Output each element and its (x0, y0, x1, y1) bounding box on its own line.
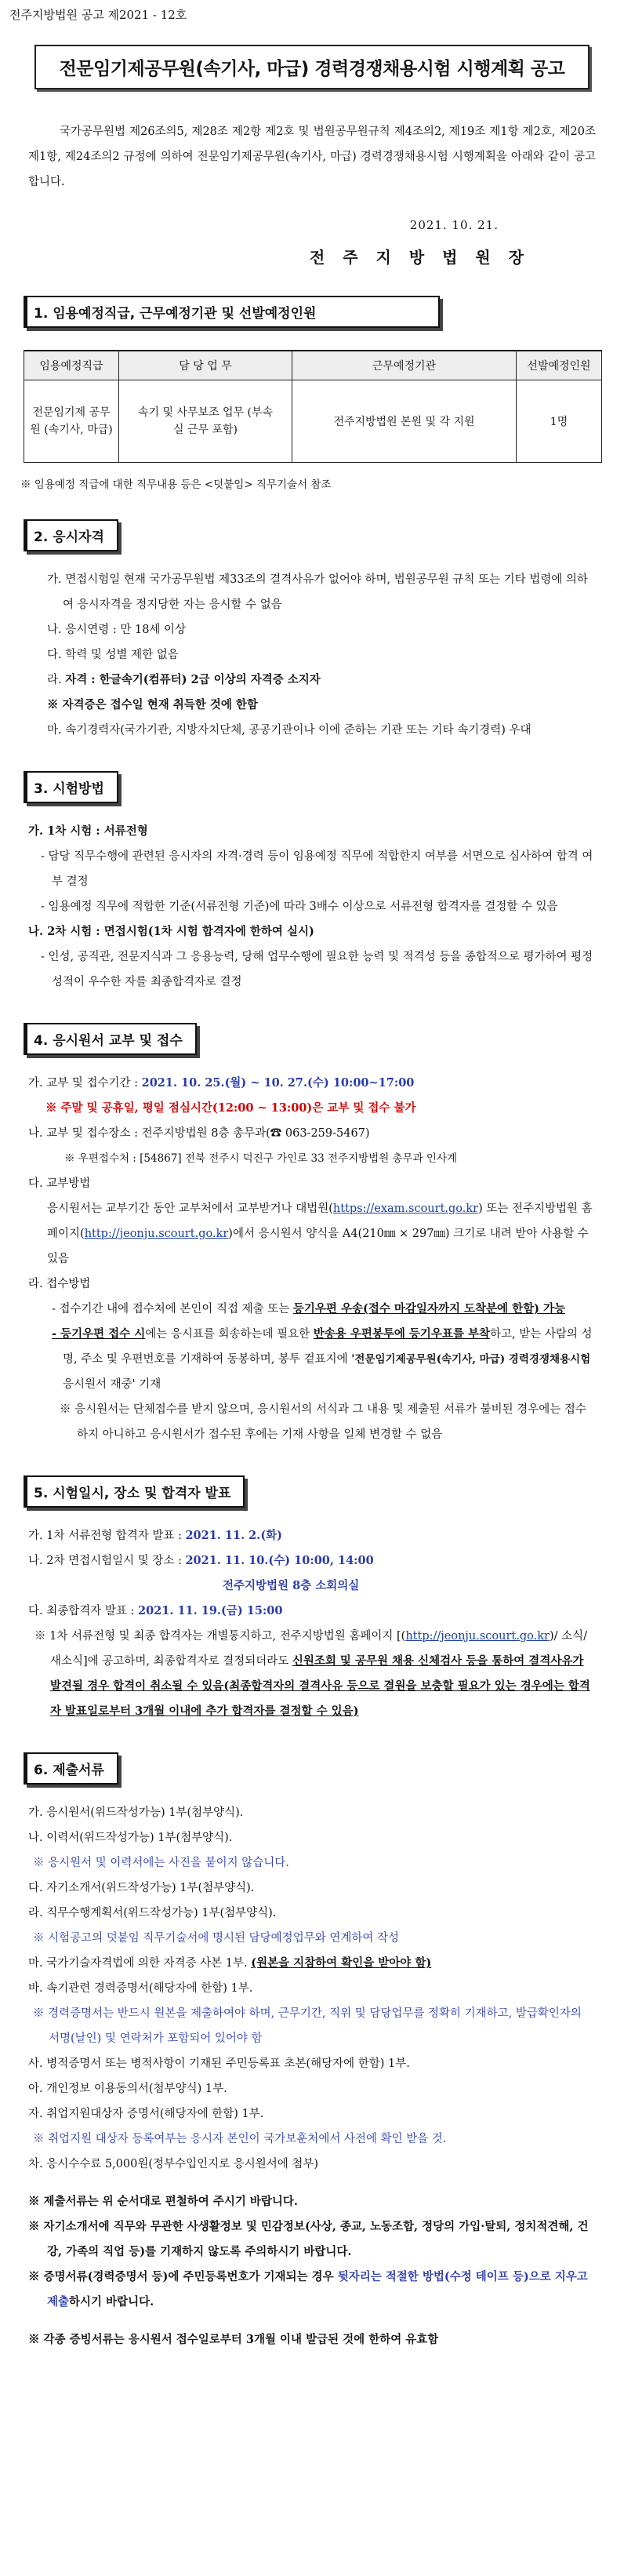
notice-date: 2021. 10. 21. (409, 218, 499, 232)
list-item: 나. 교부 및 접수장소 : 전주지방법원 8층 총무과(☎ 063-259-5467) (28, 1127, 370, 1140)
warning-note: ※ 자기소개서에 직무와 무관한 사생활정보 및 민감정보(사상, 종교, 노동조합, 정당의 가입·탈퇴, 정치적견해, 건강, 가족의 직업 등)를 기재하지 않도록 주의하시기 바랍니다. (28, 2220, 589, 2258)
table-header-cell: 근무예정기관 (292, 351, 517, 380)
spacer (28, 2315, 596, 2327)
text-span: 다. 최종합격자 발표 : (28, 1605, 138, 1617)
table-cell: 전주지방법원 본원 및 각 지원 (292, 380, 517, 463)
list-item: - 인성, 공직관, 전문지식과 그 응용능력, 당해 업무수행에 필요한 능력 및 적격성 등을 종합적으로 평가하여 평정 성적이 우수한 자를 최종합격자로 결정 (41, 951, 593, 988)
period-note: ※ 주말 및 공휴일, 평일 점심시간(12:00 ~ 13:00)은 교부 및 접수 불가 (45, 1101, 416, 1115)
table-cell: 1명 (517, 380, 602, 463)
section-1-note: ※ 임용예정 직급에 대한 직무내용 등은 <덧붙임> 직무기술서 참조 (20, 478, 332, 491)
jeonju-court-link[interactable]: http://jeonju.scourt.go.kr (405, 1630, 550, 1643)
list-item: 가. 면접시험일 현재 국가공무원법 제33조의 결격사유가 없어야 하며, 법원공무원 규칙 또는 기타 법령에 의하여 응시자격을 정지당한 자는 응시할 수 없음 (47, 573, 588, 611)
notice-number: 전주지방법원 공고 제2021 - 12호 (9, 8, 187, 22)
list-item: 차. 응시수수료 5,000원(정부수입인지로 응시원서에 첨부) (28, 2158, 319, 2170)
list-item: 가. 응시원서(위드작성가능) 1부(첨부양식). (28, 1806, 244, 1819)
list-item (28, 1523, 596, 1548)
list-item: - 담당 직무수행에 관련된 응시자의 자격·경력 등이 임용예정 직무에 적합한지 여부를 서면으로 심사하여 합격 여부 결정 (41, 850, 593, 888)
result-note (28, 1624, 596, 1724)
recruitment-table (24, 350, 602, 463)
text-span: )에서 응시원서 양식을 A4(210㎜ × 297㎜) 크기로 내려 받아 사용할 수 있음 (47, 1228, 589, 1265)
list-item (28, 1297, 596, 1322)
text-span: 반송용 우편봉투에 등기우표를 부착 (313, 1327, 491, 1341)
mail-address-note: ※ 우편접수처 : [54867] 전북 전주시 덕진구 가인로 33 전주지방법원 총무과 인사계 (64, 1152, 458, 1165)
list-note: ※ 취업지원 대상자 등록여부는 응시자 본인이 국가보훈처에서 사전에 확인 받을 것. (33, 2133, 447, 2145)
interview-place: 전주지방법원 8층 소회의실 (223, 1579, 360, 1592)
table-header-cell: 선발예정인원 (517, 351, 602, 380)
table-header-cell: 담 당 업 무 (119, 351, 292, 380)
list-item: 마. 속기경력자(국가기관, 지방자치단체, 공공기관이나 이에 준하는 기관 또는 기타 속기경력) 우대 (47, 724, 531, 737)
list-note: ※ 경력증명서는 반드시 원본을 제출하여야 하며, 근무기간, 직위 및 담당업무를 정확히 기재하고, 발급확인자의 서명(날인) 및 연락처가 포함되어 있어야 함 (33, 2007, 582, 2045)
section-2-list (28, 567, 596, 743)
list-item: 다. 학력 및 성별 제한 없음 (47, 649, 179, 661)
text-span: 응시원서는 교부기간 동안 교부처에서 교부받거나 대법원( (47, 1202, 333, 1215)
page-title: 전문임기제공무원(속기사, 마급) 경력경쟁채용시험 시행계획 공고 (34, 45, 590, 89)
spacer (28, 2177, 596, 2189)
list-item: 다. 자기소개서(위드작성가능) 1부(첨부양식). (28, 1882, 255, 1894)
list-item: 다. 교부방법 (28, 1177, 91, 1190)
section-4-heading: 4. 응시원서 교부 및 접수 (24, 1023, 197, 1055)
table-header-row (24, 351, 602, 380)
text-span: )/ 소식/새소식]에 공고하며, 최종합격자로 결정되더라도 (50, 1630, 587, 1668)
text-span: 마. 국가기술자격법에 의한 자격증 사본 1부. (28, 1957, 252, 1970)
text-span: '전문임기제공무원(속기사, 마급) 경력경쟁채용시험 (351, 1353, 591, 1366)
list-item: 나. 응시연령 : 만 18세 이상 (47, 624, 187, 636)
list-note: ※ 시험공고의 덧붙임 직무기술서에 명시된 담당예정업무와 연계하여 작성 (33, 1932, 399, 1945)
qualification-text: 자격 : 한글속기(컴퓨터) 2급 이상의 자격증 소지자 (65, 673, 321, 686)
court-signature: 전 주 지 방 법 원 장 (309, 248, 530, 267)
text-span: 신원조회 및 공무원 채용 신체검사 등을 통하여 결격사유가 발견될 경우 합격이 취소될 수 있음(최종합격자의 결격사유 등으로 결원을 보충할 필요가 있는 경우에는 합격자 발표일로부터 3개월 이내에 추가 합격자를 결정할 수 있음) (50, 1654, 590, 1718)
list-item: 나. 이력서(위드작성가능) 1부(첨부양식). (28, 1832, 233, 1844)
text-span: - 접수기간 내에 접수처에 본인이 직접 제출 또는 (52, 1303, 293, 1315)
period-value: 2021. 10. 25.(월) ~ 10. 27.(수) 10:00~17:00 (141, 1076, 415, 1090)
list-item: 아. 개인정보 이용동의서(첨부양식) 1부. (28, 2083, 227, 2095)
text-span: 나. 2차 면접시험일시 및 장소 : (28, 1555, 186, 1567)
jeonju-court-link[interactable]: http://jeonju.scourt.go.kr (84, 1228, 229, 1240)
text-span: ※ 증명서류(경력증명서 등)에 주민등록번호가 기재되는 경우 (28, 2270, 338, 2283)
section-4-list (28, 1071, 596, 1447)
text-span: 에는 응시표를 회송하는데 필요한 (145, 1328, 314, 1341)
list-item: 라. 직무수행계획서(위드작성가능) 1부(첨부양식). (28, 1907, 277, 1919)
list-item: - 임용예정 직무에 적합한 기준(서류전형 기준)에 따라 3배수 이상으로 서류전형 합격자를 결정할 수 있음 (41, 901, 558, 913)
section-3-list (28, 819, 596, 995)
list-item (28, 1951, 596, 1976)
section-5-heading: 5. 시험일시, 장소 및 합격자 발표 (24, 1475, 245, 1508)
table-cell: 전문임기제 공무원 (속기사, 마급) (24, 380, 119, 463)
distribution-text (28, 1196, 596, 1272)
section-3-heading: 3. 시험방법 (24, 771, 118, 803)
text-span: 뒷자리는 적절한 방법(수정 테이프 등)으로 지우고 제출 (47, 2270, 588, 2309)
list-item (28, 668, 596, 693)
date-value: 2021. 11. 10.(수) 10:00, 14:00 (185, 1554, 374, 1567)
list-item (28, 1322, 596, 1397)
scourt-exam-link[interactable]: https://exam.scourt.go.kr (332, 1202, 479, 1215)
list-item: 바. 속기관련 경력증명서(해당자에 한함) 1부. (28, 1982, 253, 1995)
table-header-cell: 임용예정직급 (24, 351, 119, 380)
section-5-list (28, 1523, 596, 1724)
date-value: 2021. 11. 2.(화) (185, 1529, 283, 1542)
list-item (28, 1548, 596, 1574)
text-span: - 등기우편 접수 시 (52, 1327, 146, 1341)
section-6-heading: 6. 제출서류 (24, 1752, 118, 1785)
first-exam-title: 가. 1차 시험 : 서류전형 (28, 824, 148, 838)
list-marker: 라. (47, 674, 66, 686)
table-cell: 속기 및 사무보조 업무 (부속실 근무 포함) (119, 380, 292, 463)
text-span: 가. 1차 서류전형 합격자 발표 : (28, 1530, 186, 1542)
warning-note: ※ 제출서류는 위 순서대로 편철하여 주시기 바랍니다. (28, 2195, 298, 2208)
qualification-note: ※ 자격증은 접수일 현재 취득한 것에 한함 (47, 698, 258, 711)
period-label: 가. 교부 및 접수기간 : (28, 1077, 142, 1090)
section-2-heading: 2. 응시자격 (24, 519, 118, 551)
application-note: ※ 응시원서는 단체접수를 받지 않으며, 응시원서의 서식과 그 내용 및 제출된 서류가 불비된 경우에는 접수하지 아니하고 응시원서가 접수된 후에는 기재 사항을 일체 변경할 수 없음 (60, 1403, 586, 1441)
text-span: 하시기 바랍니다. (69, 2295, 154, 2309)
list-item: 자. 취업지원대상자 증명서(해당자에 한함) 1부. (28, 2108, 264, 2120)
section-1-heading: 1. 임용예정직급, 근무예정기관 및 선발예정인원 (24, 296, 440, 328)
text-span: 응시원서 재중' 기재 (63, 1378, 161, 1391)
second-exam-title: 나. 2차 시험 : 면접시험(1차 시험 합격자에 한하여 실시) (28, 925, 314, 938)
text-span: 등기우편 우송(접수 마감일자까지 도착분에 한함) 가능 (292, 1302, 566, 1315)
list-item (28, 1599, 596, 1624)
list-note: ※ 응시원서 및 이력서에는 사진을 붙이지 않습니다. (33, 1857, 289, 1869)
table-row (24, 380, 602, 463)
text-span: ※ 1차 서류전형 및 최종 합격자는 개별통지하고, 전주지방법원 홈페이지 [( (34, 1630, 406, 1643)
list-item: 사. 병적증명서 또는 병적사항이 기재된 주민등록표 초본(해당자에 한함) 1부. (28, 2058, 410, 2070)
date-value: 2021. 11. 19.(금) 15:00 (138, 1604, 283, 1617)
warning-note (28, 2265, 596, 2315)
section-6-list (28, 1800, 596, 2352)
intro-paragraph: 국가공무원법 제26조의5, 제28조 제2항 제2호 및 법원공무원규칙 제4조의2, 제19조 제1항 제2호, 제20조 제1항, 제24조의2 규정에 의하여 전문임기제공무원(속기사, 마급) 경력경쟁채용시험 시행계획을 아래와 같이 공고합니다. (28, 126, 596, 188)
list-item (28, 1071, 596, 1096)
list-item: 라. 접수방법 (28, 1278, 91, 1290)
text-span: 하고, 받는 사람의 성명, 주소 및 우편번호를 기재하여 동봉하며, 봉투 겉표지에 (63, 1328, 593, 1366)
text-span: (원본을 지참하여 확인을 받아야 함) (251, 1956, 432, 1970)
text-span: ) 또는 전주지방법원 홈페이지( (47, 1202, 593, 1240)
warning-note: ※ 각종 증빙서류는 응시원서 접수일로부터 3개월 이내 발급된 것에 한하여 유효함 (28, 2333, 439, 2346)
